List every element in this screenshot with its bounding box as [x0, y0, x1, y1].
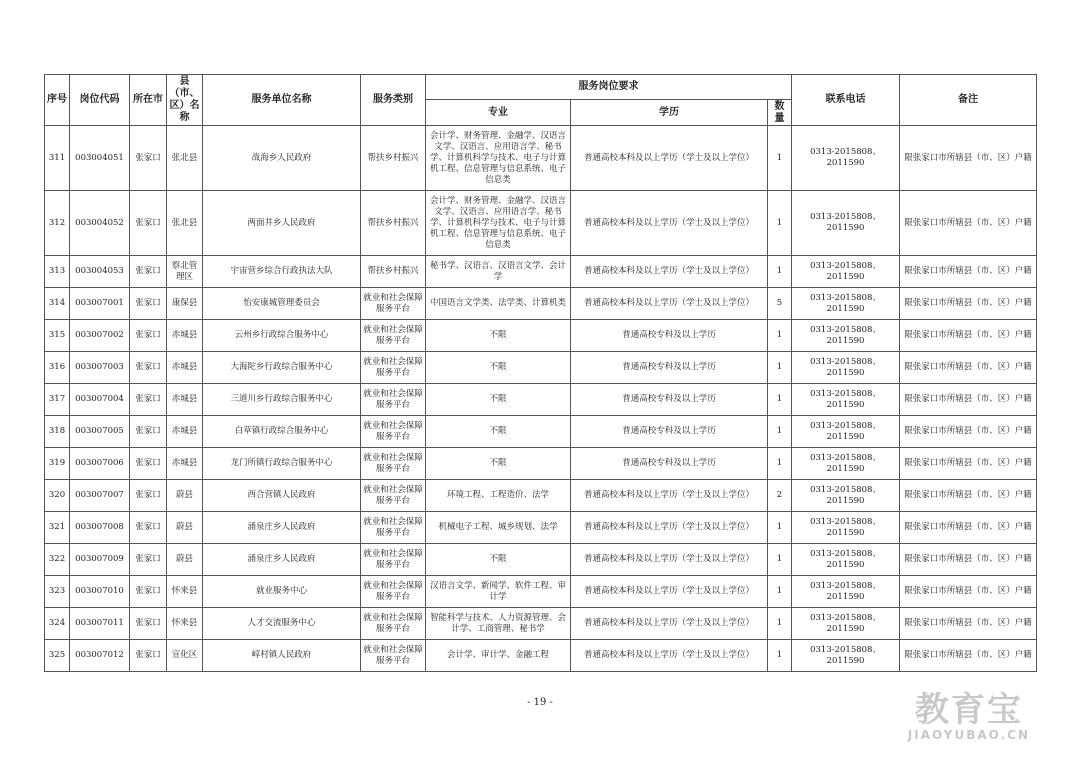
- cell-phone: 0313-2015808、2011590: [792, 448, 900, 480]
- cell-county: 张北县: [167, 191, 203, 256]
- cell-major: 不限: [426, 448, 571, 480]
- cell-county: 蔚县: [167, 544, 203, 576]
- cell-code: 003007010: [70, 576, 130, 608]
- table-row: [45, 416, 1037, 448]
- cell-unit: 涌泉庄乡人民政府: [203, 544, 361, 576]
- cell-code: 003007011: [70, 608, 130, 640]
- cell-quantity: 1: [768, 191, 792, 256]
- cell-unit: 就业服务中心: [203, 576, 361, 608]
- table-row: [45, 512, 1037, 544]
- job-table: [44, 74, 1037, 672]
- table-row: [45, 191, 1037, 256]
- cell-phone: 0313-2015808、2011590: [792, 640, 900, 672]
- cell-code: 003004052: [70, 191, 130, 256]
- page-number: - 19 -: [527, 697, 553, 708]
- cell-note: 限张家口市所辖县（市、区）户籍: [900, 608, 1037, 640]
- cell-county: 赤城县: [167, 416, 203, 448]
- cell-city: 张家口: [130, 320, 167, 352]
- cell-phone: 0313-2015808、2011590: [792, 480, 900, 512]
- table-row: [45, 256, 1037, 288]
- cell-major: 机械电子工程、城乡规划、法学: [426, 512, 571, 544]
- cell-county: 怀来县: [167, 576, 203, 608]
- cell-phone: 0313-2015808、2011590: [792, 191, 900, 256]
- cell-service-type: 就业和社会保障服务平台: [361, 288, 426, 320]
- cell-seq: 313: [45, 256, 70, 288]
- cell-city: 张家口: [130, 288, 167, 320]
- table-row: [45, 126, 1037, 191]
- cell-unit: 宇宙营乡综合行政执法大队: [203, 256, 361, 288]
- cell-phone: 0313-2015808、2011590: [792, 320, 900, 352]
- table-row: [45, 544, 1037, 576]
- cell-city: 张家口: [130, 480, 167, 512]
- cell-phone: 0313-2015808、2011590: [792, 576, 900, 608]
- cell-education: 普通高校本科及以上学历（学士及以上学位）: [571, 191, 768, 256]
- cell-phone: 0313-2015808、2011590: [792, 256, 900, 288]
- cell-city: 张家口: [130, 512, 167, 544]
- cell-education: 普通高校专科及以上学历: [571, 352, 768, 384]
- cell-unit: 白草镇行政综合服务中心: [203, 416, 361, 448]
- cell-major: 中国语言文学类、法学类、计算机类: [426, 288, 571, 320]
- cell-quantity: 1: [768, 544, 792, 576]
- cell-major: 不限: [426, 416, 571, 448]
- cell-unit: 怡安康城管理委员会: [203, 288, 361, 320]
- cell-seq: 311: [45, 126, 70, 191]
- cell-quantity: 1: [768, 608, 792, 640]
- cell-unit: 大海陀乡行政综合服务中心: [203, 352, 361, 384]
- cell-city: 张家口: [130, 608, 167, 640]
- cell-city: 张家口: [130, 544, 167, 576]
- table-row: [45, 288, 1037, 320]
- table-row: [45, 352, 1037, 384]
- cell-unit: 龙门所镇行政综合服务中心: [203, 448, 361, 480]
- cell-phone: 0313-2015808、2011590: [792, 126, 900, 191]
- cell-service-type: 帮扶乡村振兴: [361, 126, 426, 191]
- cell-city: 张家口: [130, 576, 167, 608]
- cell-quantity: 1: [768, 448, 792, 480]
- cell-code: 003007006: [70, 448, 130, 480]
- cell-city: 张家口: [130, 416, 167, 448]
- cell-county: 张北县: [167, 126, 203, 191]
- cell-unit: 人才交流服务中心: [203, 608, 361, 640]
- cell-unit: 两面井乡人民政府: [203, 191, 361, 256]
- cell-quantity: 1: [768, 352, 792, 384]
- cell-county: 赤城县: [167, 448, 203, 480]
- cell-service-type: 就业和社会保障服务平台: [361, 480, 426, 512]
- cell-education: 普通高校专科及以上学历: [571, 384, 768, 416]
- cell-major: 汉语言文学、新闻学、软件工程、审计学: [426, 576, 571, 608]
- cell-seq: 317: [45, 384, 70, 416]
- cell-service-type: 帮扶乡村振兴: [361, 191, 426, 256]
- cell-major: 智能科学与技术、人力资源管理、会计学、工商管理、秘书学: [426, 608, 571, 640]
- cell-quantity: 1: [768, 576, 792, 608]
- header-note: 备注: [900, 75, 1037, 126]
- cell-major: 不限: [426, 544, 571, 576]
- cell-seq: 323: [45, 576, 70, 608]
- cell-city: 张家口: [130, 448, 167, 480]
- cell-unit: 西合营镇人民政府: [203, 480, 361, 512]
- cell-note: 限张家口市所辖县（市、区）户籍: [900, 640, 1037, 672]
- header-county: 县（市、区）名称: [167, 75, 203, 126]
- cell-education: 普通高校本科及以上学历（学士及以上学位）: [571, 576, 768, 608]
- cell-phone: 0313-2015808、2011590: [792, 512, 900, 544]
- cell-county: 赤城县: [167, 384, 203, 416]
- watermark-en: JIAOYUBAO.CN: [907, 728, 1030, 742]
- cell-quantity: 1: [768, 416, 792, 448]
- table-row: [45, 608, 1037, 640]
- cell-seq: 322: [45, 544, 70, 576]
- header-requirements: 服务岗位要求: [426, 75, 792, 100]
- cell-seq: 318: [45, 416, 70, 448]
- cell-note: 限张家口市所辖县（市、区）户籍: [900, 480, 1037, 512]
- cell-service-type: 就业和社会保障服务平台: [361, 384, 426, 416]
- cell-education: 普通高校本科及以上学历（学士及以上学位）: [571, 608, 768, 640]
- cell-note: 限张家口市所辖县（市、区）户籍: [900, 191, 1037, 256]
- cell-note: 限张家口市所辖县（市、区）户籍: [900, 126, 1037, 191]
- cell-county: 怀来县: [167, 608, 203, 640]
- cell-unit: 战海乡人民政府: [203, 126, 361, 191]
- table-row: [45, 576, 1037, 608]
- cell-county: 赤城县: [167, 320, 203, 352]
- cell-note: 限张家口市所辖县（市、区）户籍: [900, 544, 1037, 576]
- cell-unit: 崞村镇人民政府: [203, 640, 361, 672]
- cell-major: 会计学、审计学、金融工程: [426, 640, 571, 672]
- table-row: [45, 320, 1037, 352]
- cell-service-type: 就业和社会保障服务平台: [361, 576, 426, 608]
- cell-quantity: 2: [768, 480, 792, 512]
- cell-education: 普通高校本科及以上学历（学士及以上学位）: [571, 288, 768, 320]
- cell-county: 蔚县: [167, 512, 203, 544]
- header-quantity: 数量: [768, 100, 792, 126]
- cell-code: 003004053: [70, 256, 130, 288]
- cell-service-type: 就业和社会保障服务平台: [361, 608, 426, 640]
- cell-code: 003007001: [70, 288, 130, 320]
- header-major: 专业: [426, 100, 571, 126]
- cell-quantity: 1: [768, 384, 792, 416]
- table-row: [45, 640, 1037, 672]
- cell-major: 不限: [426, 352, 571, 384]
- cell-note: 限张家口市所辖县（市、区）户籍: [900, 512, 1037, 544]
- header-code: 岗位代码: [70, 75, 130, 126]
- cell-education: 普通高校本科及以上学历（学士及以上学位）: [571, 512, 768, 544]
- cell-code: 003007003: [70, 352, 130, 384]
- header-phone: 联系电话: [792, 75, 900, 126]
- cell-note: 限张家口市所辖县（市、区）户籍: [900, 384, 1037, 416]
- cell-note: 限张家口市所辖县（市、区）户籍: [900, 576, 1037, 608]
- cell-quantity: 1: [768, 256, 792, 288]
- cell-note: 限张家口市所辖县（市、区）户籍: [900, 416, 1037, 448]
- cell-phone: 0313-2015808、2011590: [792, 544, 900, 576]
- cell-seq: 315: [45, 320, 70, 352]
- cell-code: 003004051: [70, 126, 130, 191]
- cell-service-type: 就业和社会保障服务平台: [361, 320, 426, 352]
- cell-code: 003007009: [70, 544, 130, 576]
- cell-phone: 0313-2015808、2011590: [792, 384, 900, 416]
- cell-quantity: 1: [768, 320, 792, 352]
- cell-service-type: 就业和社会保障服务平台: [361, 416, 426, 448]
- table-row: [45, 448, 1037, 480]
- cell-education: 普通高校本科及以上学历（学士及以上学位）: [571, 126, 768, 191]
- cell-service-type: 就业和社会保障服务平台: [361, 448, 426, 480]
- cell-code: 003007008: [70, 512, 130, 544]
- cell-unit: 云州乡行政综合服务中心: [203, 320, 361, 352]
- cell-city: 张家口: [130, 640, 167, 672]
- cell-education: 普通高校专科及以上学历: [571, 448, 768, 480]
- cell-county: 康保县: [167, 288, 203, 320]
- cell-education: 普通高校本科及以上学历（学士及以上学位）: [571, 480, 768, 512]
- cell-education: 普通高校本科及以上学历（学士及以上学位）: [571, 544, 768, 576]
- table-row: [45, 384, 1037, 416]
- cell-seq: 314: [45, 288, 70, 320]
- watermark-logo: [908, 692, 1030, 742]
- cell-education: 普通高校本科及以上学历（学士及以上学位）: [571, 256, 768, 288]
- cell-phone: 0313-2015808、2011590: [792, 416, 900, 448]
- cell-note: 限张家口市所辖县（市、区）户籍: [900, 352, 1037, 384]
- cell-seq: 312: [45, 191, 70, 256]
- cell-quantity: 1: [768, 126, 792, 191]
- cell-phone: 0313-2015808、2011590: [792, 352, 900, 384]
- cell-unit: 涌泉庄乡人民政府: [203, 512, 361, 544]
- cell-major: 不限: [426, 320, 571, 352]
- cell-service-type: 帮扶乡村振兴: [361, 256, 426, 288]
- header-city: 所在市: [130, 75, 167, 126]
- cell-code: 003007004: [70, 384, 130, 416]
- cell-major: 会计学、财务管理、金融学、汉语言文学、汉语言、应用语言学、秘书学、计算机科学与技术、电子与计算机工程、信息管理与信息系统、电子信息类: [426, 191, 571, 256]
- cell-seq: 324: [45, 608, 70, 640]
- cell-phone: 0313-2015808、2011590: [792, 608, 900, 640]
- cell-quantity: 5: [768, 288, 792, 320]
- cell-note: 限张家口市所辖县（市、区）户籍: [900, 288, 1037, 320]
- cell-unit: 三道川乡行政综合服务中心: [203, 384, 361, 416]
- table-row: [45, 480, 1037, 512]
- cell-county: 察北管理区: [167, 256, 203, 288]
- cell-major: 不限: [426, 384, 571, 416]
- cell-education: 普通高校本科及以上学历（学士及以上学位）: [571, 640, 768, 672]
- cell-seq: 316: [45, 352, 70, 384]
- cell-service-type: 就业和社会保障服务平台: [361, 352, 426, 384]
- header-seq: 序号: [45, 75, 70, 126]
- cell-service-type: 就业和社会保障服务平台: [361, 640, 426, 672]
- cell-seq: 321: [45, 512, 70, 544]
- cell-education: 普通高校专科及以上学历: [571, 320, 768, 352]
- cell-city: 张家口: [130, 191, 167, 256]
- cell-major: 环境工程、工程造价、法学: [426, 480, 571, 512]
- cell-code: 003007002: [70, 320, 130, 352]
- cell-quantity: 1: [768, 512, 792, 544]
- cell-city: 张家口: [130, 352, 167, 384]
- header-service-type: 服务类别: [361, 75, 426, 126]
- cell-major: 秘书学、汉语言、汉语言文学、会计学: [426, 256, 571, 288]
- cell-seq: 320: [45, 480, 70, 512]
- header-education: 学历: [571, 100, 768, 126]
- cell-service-type: 就业和社会保障服务平台: [361, 544, 426, 576]
- cell-code: 003007012: [70, 640, 130, 672]
- cell-service-type: 就业和社会保障服务平台: [361, 512, 426, 544]
- cell-code: 003007007: [70, 480, 130, 512]
- cell-county: 赤城县: [167, 352, 203, 384]
- cell-phone: 0313-2015808、2011590: [792, 288, 900, 320]
- cell-city: 张家口: [130, 126, 167, 191]
- cell-city: 张家口: [130, 256, 167, 288]
- cell-seq: 319: [45, 448, 70, 480]
- cell-county: 宣化区: [167, 640, 203, 672]
- cell-quantity: 1: [768, 640, 792, 672]
- cell-note: 限张家口市所辖县（市、区）户籍: [900, 448, 1037, 480]
- header-unit: 服务单位名称: [203, 75, 361, 126]
- cell-code: 003007005: [70, 416, 130, 448]
- cell-note: 限张家口市所辖县（市、区）户籍: [900, 320, 1037, 352]
- watermark-cn: 教育宝: [914, 690, 1023, 730]
- cell-education: 普通高校专科及以上学历: [571, 416, 768, 448]
- cell-seq: 325: [45, 640, 70, 672]
- cell-major: 会计学、财务管理、金融学、汉语言文学、汉语言、应用语言学、秘书学、计算机科学与技术、电子与计算机工程、信息管理与信息系统、电子信息类: [426, 126, 571, 191]
- cell-city: 张家口: [130, 384, 167, 416]
- cell-county: 蔚县: [167, 480, 203, 512]
- cell-note: 限张家口市所辖县（市、区）户籍: [900, 256, 1037, 288]
